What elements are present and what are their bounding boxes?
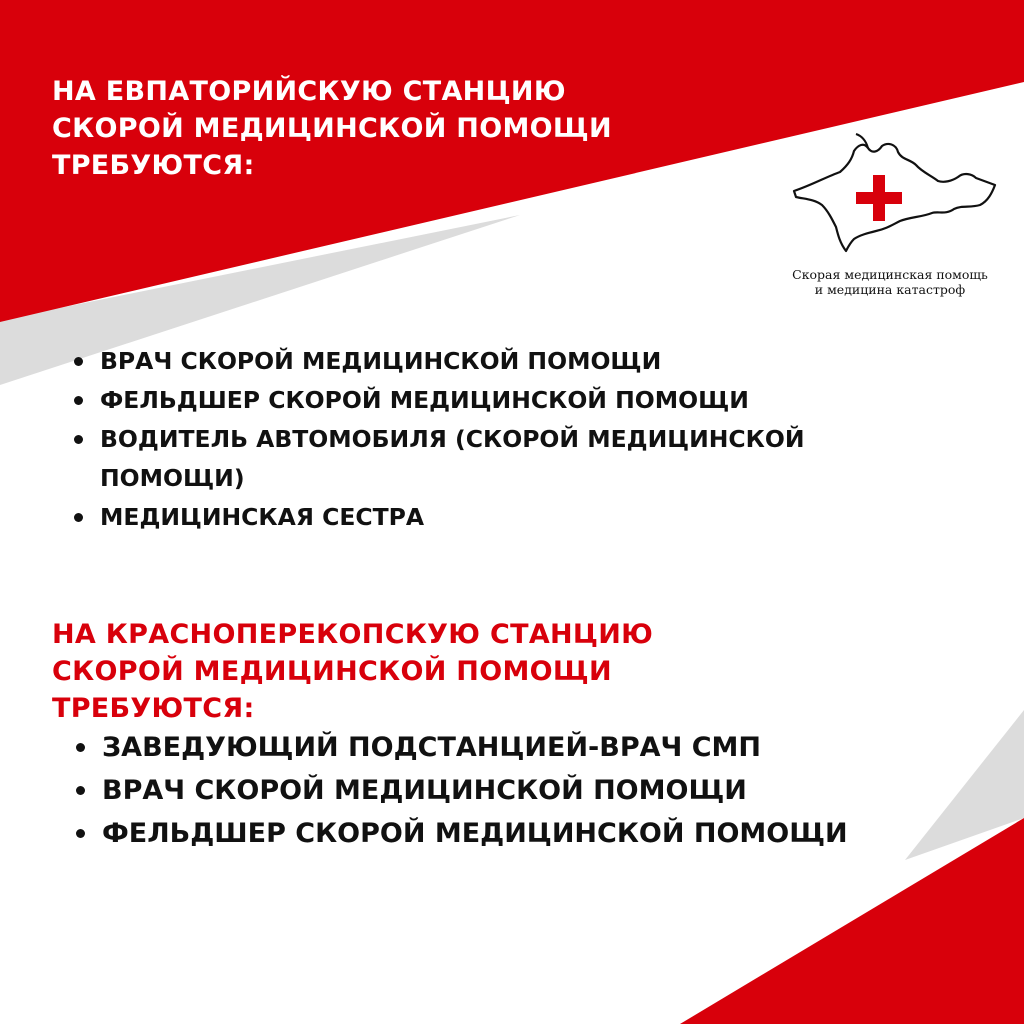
red-cross-icon xyxy=(856,175,902,221)
crimea-map-icon xyxy=(782,125,1002,260)
logo-caption-line-2: и медицина катастроф xyxy=(814,282,966,297)
section-2-heading: НА КРАСНОПЕРЕКОПСКУЮ СТАНЦИЮ СКОРОЙ МЕДИЦИНСКОЙ ПОМОЩИ ТРЕБУЮТСЯ: xyxy=(52,619,654,724)
vacancy-item: ВРАЧ СКОРОЙ МЕДИЦИНСКОЙ ПОМОЩИ xyxy=(72,769,932,812)
section-2-vacancy-list xyxy=(72,726,932,855)
vacancy-item: ВОДИТЕЛЬ АВТОМОБИЛЯ (СКОРОЙ МЕДИЦИНСКОЙ ПОМОЩИ) xyxy=(70,420,890,498)
ambulance-service-logo xyxy=(782,125,1002,315)
vacancy-item: ФЕЛЬДШЕР СКОРОЙ МЕДИЦИНСКОЙ ПОМОЩИ xyxy=(72,812,932,855)
vacancy-item: ВРАЧ СКОРОЙ МЕДИЦИНСКОЙ ПОМОЩИ xyxy=(70,342,890,381)
section-1-heading: НА ЕВПАТОРИЙСКУЮ СТАНЦИЮ СКОРОЙ МЕДИЦИНСКОЙ ПОМОЩИ ТРЕБУЮТСЯ: xyxy=(52,76,612,181)
vacancy-item: ФЕЛЬДШЕР СКОРОЙ МЕДИЦИНСКОЙ ПОМОЩИ xyxy=(70,381,890,420)
section-1-vacancy-list xyxy=(70,342,890,537)
logo-caption xyxy=(782,267,998,297)
vacancy-item: МЕДИЦИНСКАЯ СЕСТРА xyxy=(70,498,890,537)
vacancy-item: ЗАВЕДУЮЩИЙ ПОДСТАНЦИЕЙ-ВРАЧ СМП xyxy=(72,726,932,769)
logo-caption-line-1: Скорая медицинская помощь xyxy=(792,267,988,282)
